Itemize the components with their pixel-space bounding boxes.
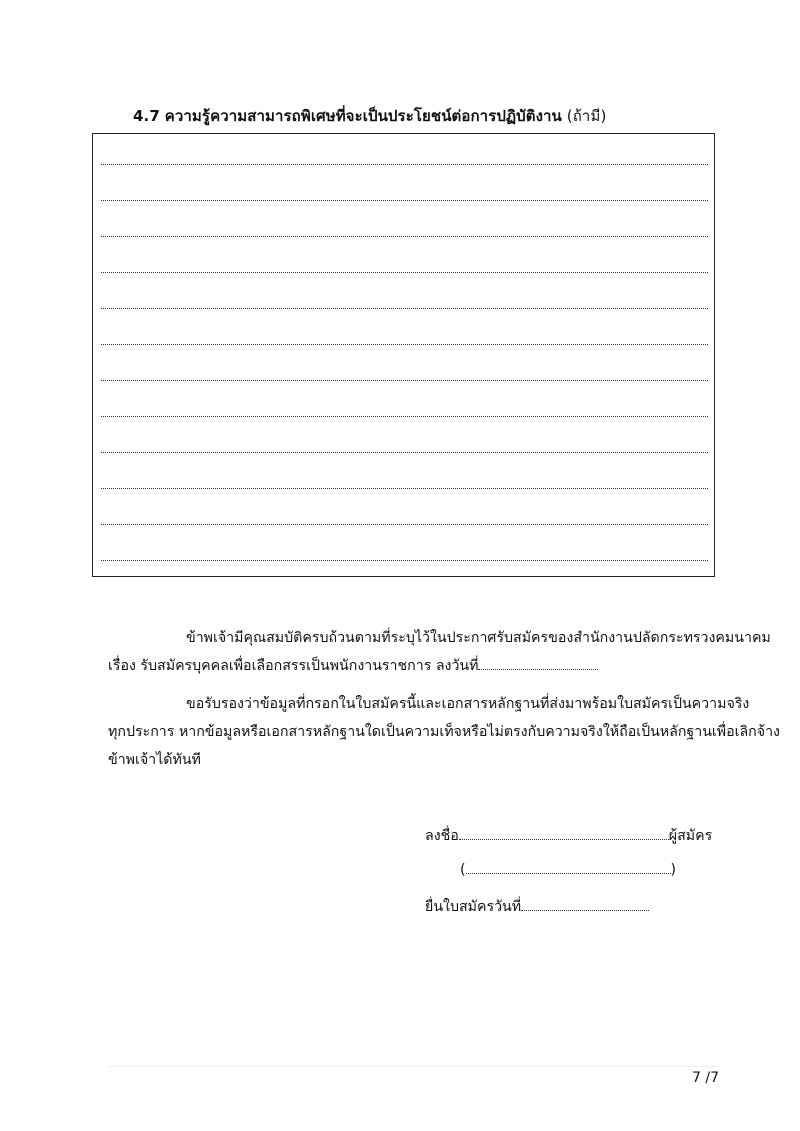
section-optional-note: (ถ้ามี) (566, 107, 607, 125)
answer-line[interactable] (101, 452, 708, 453)
answer-line[interactable] (101, 272, 708, 273)
answer-line[interactable] (101, 308, 708, 309)
section-title: ความรู้ความสามารถพิเศษที่จะเป็นประโยชน์ต่อการปฏิบัติงาน (164, 107, 562, 125)
answer-line[interactable] (101, 524, 708, 525)
certification-line-2: ทุกประการ หากข้อมูลหรือเอกสารหลักฐานใดเป็นความเท็จหรือไม่ตรงกับความจริงให้ถือเป็นหลักฐานเพื่อเลิกจ้าง (108, 724, 780, 740)
printed-name-field[interactable] (466, 859, 671, 874)
applicant-label: ผู้สมัคร (668, 828, 713, 844)
announcement-subject: เรื่อง รับสมัครบุคคลเพื่อเลือกสรรเป็นพนักงานราชการ ลงวันที่ (108, 658, 479, 674)
page-number: 7 /7 (692, 1070, 719, 1086)
answer-line[interactable] (101, 344, 708, 345)
open-paren: ( (460, 862, 466, 878)
answer-line[interactable] (101, 380, 708, 381)
signature-row (425, 825, 712, 847)
submission-date-field[interactable] (521, 896, 649, 911)
date-label: ยื่นใบสมัครวันที่ (425, 899, 522, 915)
footer-divider (108, 1066, 718, 1067)
declaration-line-2 (108, 652, 598, 680)
submission-date-row (425, 896, 649, 918)
certification-line-3: ข้าพเจ้าได้ทันที (108, 752, 201, 768)
answer-line[interactable] (101, 416, 708, 417)
section-number: 4.7 (133, 107, 160, 125)
answer-line[interactable] (101, 164, 708, 165)
answer-line[interactable] (101, 200, 708, 201)
signature-field[interactable] (459, 825, 669, 840)
answer-line[interactable] (101, 488, 708, 489)
announcement-date-field[interactable] (478, 655, 598, 670)
sign-label: ลงชื่อ (425, 828, 459, 844)
declaration-line-1: ข้าพเจ้ามีคุณสมบัติครบถ้วนตามที่ระบุไว้ในประกาศรับสมัครของสำนักงานปลัดกระทรวงคมนาคม (186, 630, 771, 646)
special-skills-answer-box[interactable] (92, 133, 715, 577)
certification-line-1: ขอรับรองว่าข้อมูลที่กรอกในใบสมัครนี้และเอกสารหลักฐานที่ส่งมาพร้อมใบสมัครเป็นความจริง (186, 696, 750, 712)
close-paren: ) (670, 862, 677, 878)
section-heading (133, 104, 606, 128)
answer-line[interactable] (101, 560, 708, 561)
answer-line[interactable] (101, 236, 708, 237)
printed-name-row (460, 859, 676, 878)
